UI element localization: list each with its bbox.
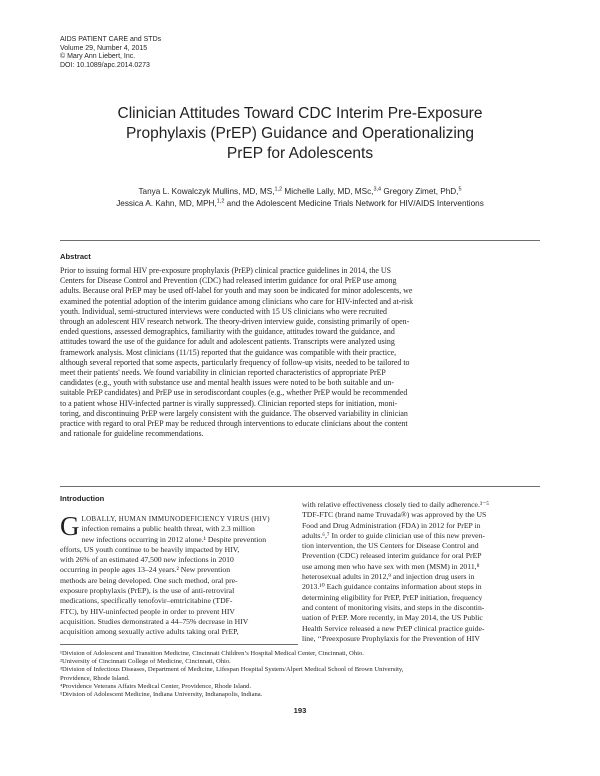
abstract-line: suitable PrEP candidates) and PrEP use in serodiscordant couples (e.g., whether PrEP would be recommended [60,388,408,398]
abstract-line: to a patient whose HIV-infected partner is virally suppressed). Clinician reported steps for initiation, moni- [60,398,398,408]
footnote-line: ¹Division of Adolescent and Transition Medicine, Cincinnati Children’s Hospital Medical Center, Cincinnati, Ohio. [60,650,364,657]
journal-copyright: © Mary Ann Liebert, Inc. [60,53,136,61]
body-line: uation of PrEP. More recently, in May 2014, the US Public [302,613,483,623]
affiliation-marker: 3,4 [373,186,382,193]
body-line: Prevention (CDC) released interim guidance for oral PrEP [302,551,482,561]
affiliation-marker: 1,2 [216,198,225,205]
abstract-line: toring, and discontinuing PrEP were largely consistent with the guidance. The observed variability in clinician [60,408,408,418]
abstract-line: framework analysis. Most clinicians (11/15) reported that the guidance was compatible with their practice, [60,347,397,357]
right-column [302,500,540,644]
abstract-line: and rationale for guideline recommendations. [60,429,204,439]
body-line: occurring in people ages 13–24 years.² New prevention [60,565,231,575]
journal-info [60,36,161,70]
body-line: with relative effectiveness closely tied to daily adherence.³⁻⁵ [302,500,489,509]
footnote-line: ⁴Providence Veterans Affairs Medical Center, Providence, Rhode Island. [60,682,252,690]
title-line: Clinician Attitudes Toward CDC Interim Pre-Exposure [117,105,483,122]
author-line-1 [40,186,560,198]
body-line: Food and Drug Administration (FDA) in 2012 for PrEP in [302,520,481,530]
page-number: 193 [293,706,307,715]
body-line: infection remains a public health threat, with 2.3 million [81,524,255,534]
affiliation-footnotes [60,650,540,699]
body-line: heterosexual adults in 2012,⁹ and injection drug users in [302,572,475,582]
body-line: and content of monitoring visits, and steps in the discontin- [302,602,485,612]
body-line: methods are being developed. One such method, oral pre- [60,575,238,585]
introduction-heading: Introduction [60,494,105,503]
abstract-line: adults. Because oral PrEP may be used off-label for youth and may soon be indicated for minor adolescents, we [60,286,413,296]
body-line: acquisition. Studies demonstrated a 44–75% decrease in HIV [60,616,249,626]
author-line-2 [40,198,560,210]
author-name: Michelle Lally, MD, MSc, [282,187,374,196]
affiliation-marker: 1,2 [274,186,283,193]
body-line: tion intervention, the US Centers for Disease Control and [302,541,479,551]
body-line: use among men who have sex with men (MSM) in 2011,⁸ [302,561,480,571]
body-line: determining eligibility for PrEP, PrEP initiation, frequency [302,592,483,602]
body-line: efforts, US youth continue to be heavily impacted by HIV, [60,544,240,554]
left-column [60,511,298,638]
divider [60,240,540,241]
abstract-line: examined the potential adoption of the interim guidance among clinicians who care for HIV-infected and at-risk [60,296,414,306]
footnote-divider [60,644,298,645]
body-line: medications, specifically tenofovir–emtricitabine (TDF- [60,596,233,606]
body-line: 2013.¹⁰ Each guidance contains information about steps in [302,582,482,592]
divider [60,486,540,487]
body-line: new infections occurring in 2012 alone.¹ Despite prevention [81,534,267,544]
author-name: Tanya L. Kowalczyk Mullins, MD, MS, [138,187,275,196]
abstract-line: attitudes toward the use of the guidance for adult and adolescent patients. Transcripts were analyzed using [60,337,395,347]
body-line: Health Service released a new PrEP clinical practice guide- [302,623,485,633]
author-list [40,186,560,210]
body-line: exposure prophylaxis (PrEP), is the use of anti-retroviral [60,586,235,596]
author-name: Jessica A. Kahn, MD, MPH, [116,199,217,208]
abstract-heading: Abstract [60,252,91,261]
author-group: and the Adolescent Medicine Trials Network for HIV/AIDS Interventions [224,199,484,208]
footnote-line: ³Division of Infectious Diseases, Department of Medicine, Lifespan Hospital System/Alpert Medical School of Brown University, [60,666,404,674]
footnote-line: ⁵Division of Adolescent Medicine, Indiana University, Indianapolis, Indiana. [60,691,263,699]
abstract-line: youth. Individual, semi-structured interviews were conducted with 15 US clinicians who were recruited [60,306,387,316]
body-line: TDF-FTC (brand name Truvada®) was approved by the US [302,510,487,520]
abstract-line: meet their patients' needs. We found variability in clinician reported characteristics of appropriate PrEP [60,368,386,378]
body-line: FTC), by HIV-uninfected people in order to prevent HIV [60,606,235,616]
intro-smallcaps: LOBALLY, HUMAN IMMUNODEFICIENCY VIRUS (HIV) [81,515,270,523]
title-line: PrEP for Adolescents [226,145,374,162]
body-line: with 26% of an estimated 47,500 new infections in 2010 [60,555,234,565]
abstract-line: Centers for Disease Control and Prevention (CDC) had released interim guidance for oral PrEP use among [60,276,397,286]
abstract-line: although several reported that some aspects, particularly frequency of follow-up visits, needed to be tailored to [60,357,410,367]
abstract-body [60,266,540,439]
abstract-line: ended questions, assessed demographics, familiarity with the guidance, attitudes toward the guidance, and [60,327,395,337]
drop-cap: G [60,511,80,541]
article-title [60,104,540,164]
abstract-line: practice with regard to oral PrEP may be reduced through interventions to educate clinicians about the content [60,419,408,429]
footnote-line: Providence, Rhode Island. [60,674,130,682]
body-line: line, ‘‘Preexposure Prophylaxis for the Prevention of HIV [302,633,480,643]
abstract-line: Prior to issuing formal HIV pre-exposure prophylaxis (PrEP) clinical practice guidelines in 2014, the US [60,266,391,275]
affiliation-marker: 5 [458,186,462,193]
body-line: acquisition among sexually active adults taking oral PrEP, [60,627,239,637]
journal-name: AIDS PATIENT CARE and STDs [60,36,162,43]
abstract-line: candidates (e.g., youth with substance use and mental health issues were noted to be both suitable and un- [60,378,394,388]
journal-volume: Volume 29, Number 4, 2015 [60,44,148,52]
author-name: Gregory Zimet, PhD, [381,187,459,196]
footnote-line: ²University of Cincinnati College of Medicine, Cincinnati, Ohio. [60,658,231,666]
abstract-line: through an adolescent HIV research network. The theory-driven interview guide, consisting primarily of open- [60,317,410,327]
body-line: adults.⁶,⁷ In order to guide clinician use of this new preven- [302,530,485,540]
title-line: Prophylaxis (PrEP) Guidance and Operationalizing [125,125,475,142]
journal-doi: DOI: 10.1089/apc.2014.0273 [60,61,150,69]
